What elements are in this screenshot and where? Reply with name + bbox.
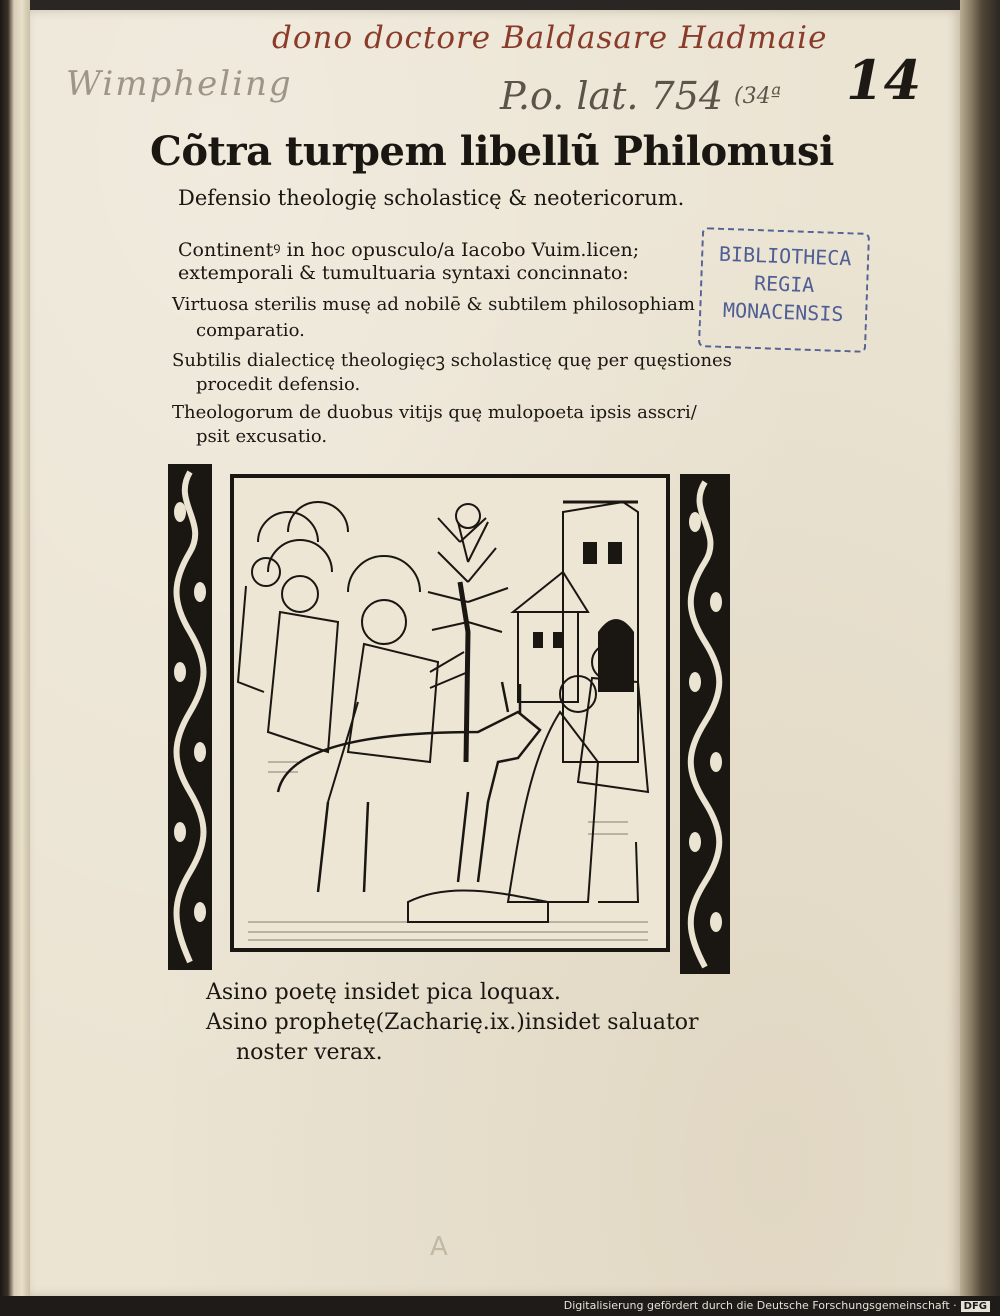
palm-sunday-scene: [232, 476, 668, 950]
contents-line: Subtilis dialecticę theologięcꝫ scholasticę quę per quęstiones: [172, 350, 732, 371]
shelf-signature-sub: (34ª: [734, 84, 782, 109]
author-note: Wimpheling: [66, 64, 293, 104]
digitization-credit: [564, 1299, 990, 1312]
page-subtitle: Defensio theologię scholasticę & neotericorum.: [178, 186, 685, 210]
contents-line: psit excusatio.: [196, 426, 328, 447]
stamp-line: MONACENSIS: [722, 297, 844, 327]
credit-text: Digitalisierung gefördert durch die Deutsche Forschungsgemeinschaft ·: [563, 1299, 957, 1312]
contents-line: extemporali & tumultuaria syntaxi concinnato:: [178, 262, 629, 284]
woodcut-illustration: [168, 462, 734, 974]
contents-line: procedit defensio.: [196, 374, 361, 395]
page-title: Cõtra turpem libellũ Philomusi: [150, 128, 834, 175]
folio-number: 14: [846, 48, 922, 112]
shelf-signature: P.o. lat. 754: [500, 74, 724, 118]
donation-note: dono doctore Baldasare Hadmaie: [272, 20, 828, 56]
left-ornament-border: [168, 464, 212, 970]
digitization-credit-bar: [0, 1296, 1000, 1316]
stamp-line: REGIA: [753, 270, 815, 298]
caption-line: noster verax.: [236, 1040, 383, 1065]
title-page: [30, 10, 960, 1296]
dfg-logo: DFG: [961, 1301, 990, 1312]
caption-line: Asino prophetę(Zacharię.ix.)insidet saluator: [206, 1010, 699, 1035]
faint-letter-mark: A: [430, 1232, 448, 1262]
stamp-line: BIBLIOTHECA: [718, 241, 852, 271]
contents-line: comparatio.: [196, 320, 305, 341]
library-stamp: [698, 227, 870, 353]
contents-line: Virtuosa sterilis musę ad nobilē & subtilem philosophiam: [172, 294, 695, 315]
caption-line: Asino poetę insidet pica loquax.: [206, 980, 561, 1005]
left-page-edge: [0, 0, 30, 1316]
right-page-edge: [960, 0, 1000, 1300]
right-ornament-border: [680, 474, 730, 974]
contents-line: Theologorum de duobus vitijs quę mulopoeta ipsis asscri/: [172, 402, 697, 423]
contents-line: Continentꝰ in hoc opusculo/a Iacobo Vuim.licen;: [178, 239, 640, 261]
